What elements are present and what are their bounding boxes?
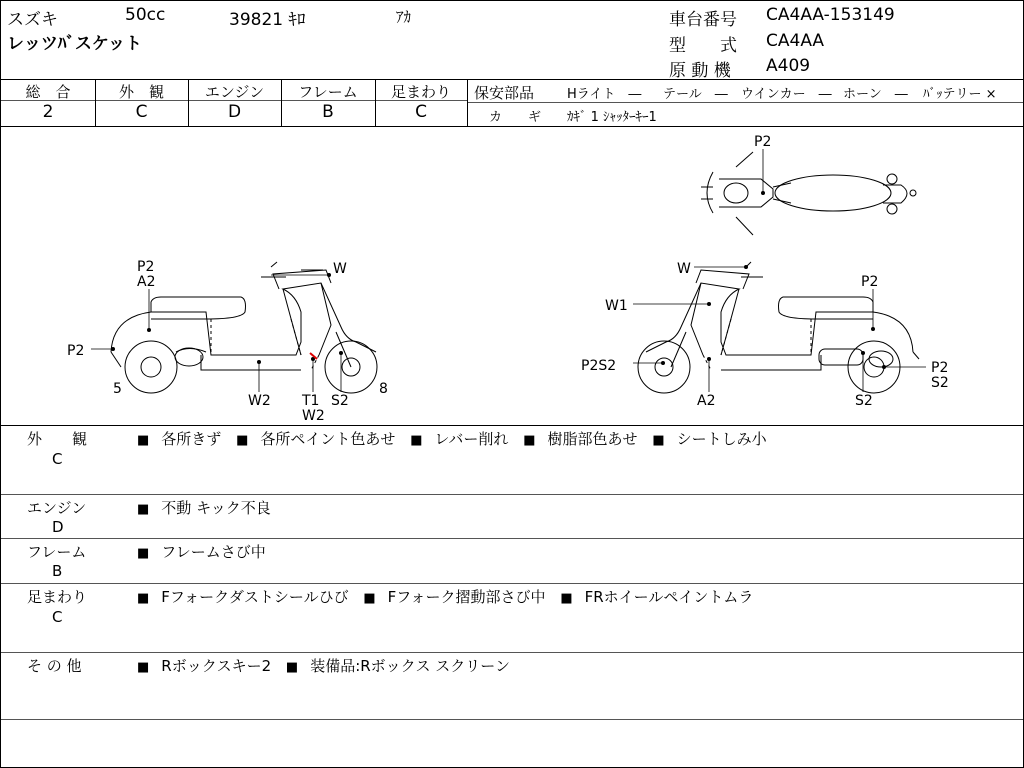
remark-item: ■ 装備品:Rボックス スクリーン <box>286 657 510 675</box>
color: ｱｶ <box>396 8 412 26</box>
remark-item: ■ シートしみ小 <box>652 430 766 448</box>
diagram-label: 5 <box>113 381 122 397</box>
remark-label-other: そ の 他 <box>27 657 82 675</box>
diagram-label: W1 <box>605 298 628 314</box>
diagram-label: P2 <box>931 360 949 376</box>
diagram-label: P2 <box>754 134 772 150</box>
divider <box>467 79 468 126</box>
score-label-frame: フレーム <box>298 83 358 101</box>
remark-items-exterior <box>137 428 767 449</box>
safety-battery: ﾊﾞｯテリー × <box>923 87 997 102</box>
remark-item: ■ FRホイールペイントムラ <box>560 588 753 606</box>
divider <box>1 494 1023 495</box>
score-label-suspension: 足まわり <box>390 83 451 101</box>
diagram-label: W <box>677 261 691 277</box>
divider <box>1 719 1023 720</box>
divider <box>1 425 1023 426</box>
diagram-label: W2 <box>248 393 271 409</box>
safety-label: 保安部品 <box>474 84 535 102</box>
diagram-label: P2S2 <box>581 358 617 374</box>
diagram-label: A2 <box>137 274 156 290</box>
mileage: 39821 ｷﾛ <box>229 10 306 30</box>
divider <box>1 652 1023 653</box>
maker: スズキ <box>7 10 58 30</box>
divider <box>1 538 1023 539</box>
safety-headlight: Hライト ― <box>567 87 642 102</box>
frame-no: CA4AA-153149 <box>766 5 895 25</box>
divider <box>1 583 1023 584</box>
remark-grade-suspension: C <box>52 608 63 626</box>
score-value-suspension: C <box>415 102 427 122</box>
diagram-label: S2 <box>331 393 349 409</box>
diagram-label: 8 <box>379 381 388 397</box>
safety-tail: テール ― <box>663 87 728 102</box>
diagram-label: P2 <box>137 259 155 275</box>
frame-no-label: 車台番号 <box>669 10 737 30</box>
remark-item: ■ Fフォーク摺動部さび中 <box>363 588 545 606</box>
model-name: レッツﾊﾞスケット <box>7 34 142 54</box>
remark-item: ■ Fフォークダストシールひび <box>137 588 349 606</box>
diagram-label: T1 <box>302 393 320 409</box>
remark-grade-engine: D <box>52 518 64 536</box>
safety-horn: ホーン ― <box>843 87 908 102</box>
remark-label-engine: エンジン <box>27 499 87 517</box>
remark-item: ■ Rボックスキー2 <box>137 657 271 675</box>
damage-diagram <box>1 127 1023 425</box>
keys-value: ｶｷﾞ 1 ｼｬｯﾀｰｷｰ1 <box>567 110 657 125</box>
diagram-label: W2 <box>302 408 325 424</box>
diagram-label: P2 <box>861 274 879 290</box>
diagram-label: W <box>333 261 347 277</box>
score-value-overall: 2 <box>42 102 54 122</box>
score-label-exterior: 外 観 <box>118 83 164 101</box>
score-label-engine: エンジン <box>204 83 265 101</box>
remark-item: ■ 樹脂部色あせ <box>523 430 637 448</box>
displacement: 50cc <box>125 5 166 25</box>
score-label-overall: 総 合 <box>25 83 71 101</box>
safety-winker: ウインカー ― <box>741 87 832 102</box>
divider <box>467 102 1023 103</box>
score-value-engine: D <box>227 102 242 122</box>
score-value-exterior: C <box>135 102 148 122</box>
remark-label-frame: フレーム <box>27 543 87 561</box>
engine-label: 原 動 機 <box>669 61 731 81</box>
remark-item: ■ 各所ペイント色あせ <box>236 430 395 448</box>
remark-items-suspension <box>137 586 753 607</box>
remark-items-other <box>137 655 510 676</box>
diagram-label: S2 <box>931 375 949 391</box>
diagram-label: A2 <box>697 393 716 409</box>
remark-item: ■ 各所きず <box>137 430 221 448</box>
remark-label-exterior: 外 観 <box>27 430 88 448</box>
type-value: CA4AA <box>766 31 825 51</box>
type-label: 型 式 <box>669 36 737 56</box>
remark-label-suspension: 足まわり <box>27 588 88 606</box>
keys-label: カ ギ <box>489 110 542 125</box>
score-value-frame: B <box>322 102 334 122</box>
remark-grade-frame: B <box>52 562 63 580</box>
top-view-scooter-drawing <box>701 152 916 235</box>
diagram-label: S2 <box>855 393 873 409</box>
remark-item: ■ フレームさび中 <box>137 543 266 561</box>
engine-value: A409 <box>766 56 811 76</box>
remark-item: ■ レバー削れ <box>410 430 508 448</box>
remark-items-frame <box>137 541 266 562</box>
divider <box>1 79 1023 80</box>
diagram-label: P2 <box>67 343 85 359</box>
remark-grade-exterior: C <box>52 450 63 468</box>
remark-item: ■ 不動 キック不良 <box>137 499 271 517</box>
remark-items-engine <box>137 497 271 518</box>
